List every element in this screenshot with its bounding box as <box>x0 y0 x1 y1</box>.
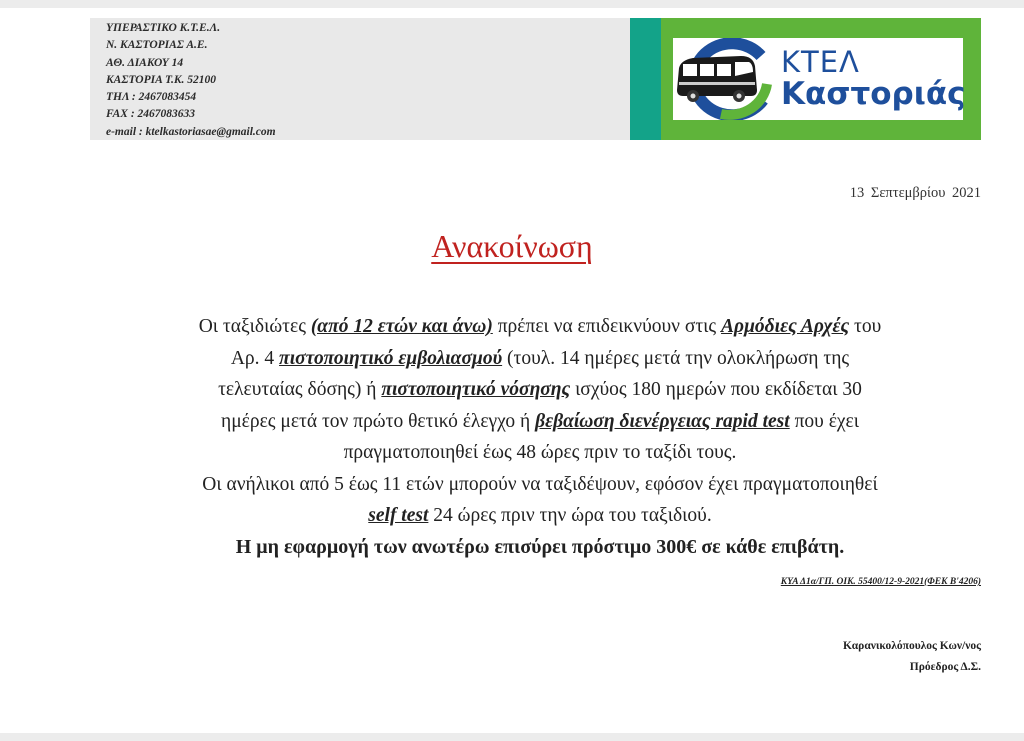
announcement-body <box>100 311 980 563</box>
legal-reference: ΚΥΑ Δ1α/ΓΠ. ΟΙΚ. 55400/12-9-2021(ΦΕΚ Β'4206) <box>780 577 981 587</box>
emphasis: βεβαίωση διενέργειας rapid test <box>535 410 790 432</box>
emphasis: πιστοποιητικό νόσησης <box>381 379 571 400</box>
body-line <box>100 500 980 532</box>
text: του <box>854 316 882 337</box>
signature-block <box>843 636 981 678</box>
top-border <box>0 0 1024 8</box>
address-line: Ν. ΚΑΣΤΟΡΙΑΣ Α.Ε. <box>106 39 208 52</box>
address-line: ΚΑΣΤΟΡΙΑ Τ.Κ. 52100 <box>106 73 217 86</box>
text: που έχει <box>794 410 859 432</box>
address-line: e-mail : ktelkastoriasae@gmail.com <box>106 125 276 138</box>
emphasis: πιστοποιητικό εμβολιασμού <box>279 347 503 369</box>
address-line: FAX : 2467083633 <box>106 108 196 121</box>
logo-line-kastorias: Καστοριάς <box>781 76 966 112</box>
text: Οι ταξιδιώτες <box>198 316 306 337</box>
address-line: ΤΗΛ : 2467083454 <box>106 91 197 104</box>
emphasis: self test <box>368 505 429 526</box>
logo-background <box>661 18 981 140</box>
text: (τουλ. 14 ημέρες μετά την ολοκλήρωση της <box>507 347 850 369</box>
body-line <box>100 343 980 375</box>
text: πρέπει να επιδεικνύουν στις <box>497 316 717 337</box>
address-line: ΑΘ. ΔΙΑΚΟΥ 14 <box>106 56 184 69</box>
announcement-title <box>0 228 1024 265</box>
emphasis: Αρμόδιες Αρχές <box>721 316 850 337</box>
logo-text <box>781 45 966 112</box>
company-address <box>90 18 630 140</box>
text: Αρ. 4 <box>230 347 275 369</box>
fine-notice: Η μη εφαρμογή των ανωτέρω επισύρει πρόστιμο 300€ σε κάθε επιβάτη. <box>235 535 845 558</box>
bus-icon <box>673 38 779 120</box>
text: 24 ώρες πριν την ώρα του ταξιδιού. <box>433 505 712 526</box>
ktel-logo <box>673 38 966 120</box>
letterhead <box>90 18 981 140</box>
body-line <box>100 406 980 438</box>
address-line: ΥΠΕΡΑΣΤΙΚΟ Κ.Τ.Ε.Λ. <box>106 22 221 34</box>
text: ισχύος 180 ημερών που εκδίδεται 30 <box>575 379 862 400</box>
logo-line-ktel: ΚΤΕΛ <box>781 45 860 79</box>
logo-block <box>630 18 981 140</box>
signatory-role: Πρόεδρος Δ.Σ. <box>909 661 981 673</box>
document-date: 13 Σεπτεμβρίου 2021 <box>849 185 981 201</box>
teal-accent-bar <box>630 18 661 140</box>
text: ημέρες μετά τον πρώτο θετικό έλεγχο ή <box>221 410 531 432</box>
title-text: Ανακοίνωση <box>431 228 593 264</box>
body-line <box>100 311 980 343</box>
emphasis: (από 12 ετών και άνω) <box>310 316 493 337</box>
bottom-border <box>0 733 1024 741</box>
signatory-name: Καρανικολόπουλος Κων/νος <box>843 640 981 652</box>
body-line: πραγματοποιηθεί έως 48 ώρες πριν το ταξίδι τους. <box>343 442 737 463</box>
body-line: Οι ανήλικοι από 5 έως 11 ετών μπορούν να ταξιδέψουν, εφόσον έχει πραγματοποιηθεί <box>202 473 878 495</box>
body-line <box>100 374 980 406</box>
text: τελευταίας δόσης) ή <box>218 379 377 400</box>
